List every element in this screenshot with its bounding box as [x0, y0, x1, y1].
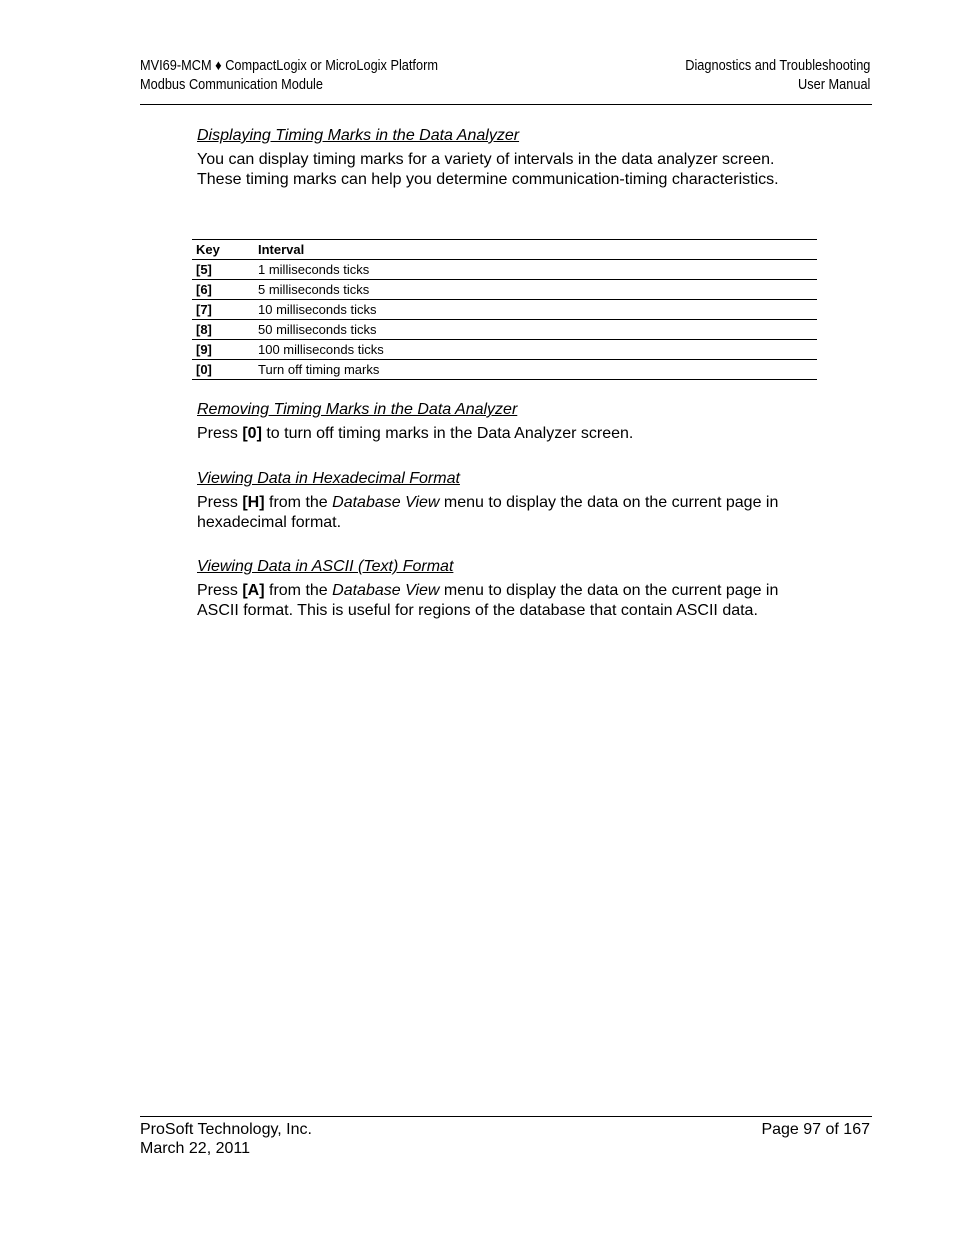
row-key: [7] [192, 300, 254, 320]
page-number: Page 97 of 167 [761, 1121, 870, 1138]
table-row [192, 360, 817, 380]
table-row [192, 300, 817, 320]
section-title-timing-marks: Displaying Timing Marks in the Data Analyzer [197, 127, 520, 144]
column-header-interval: Interval [254, 240, 817, 260]
footer-left [140, 1120, 312, 1158]
section-removing-timing-marks [197, 400, 817, 444]
row-interval: 1 milliseconds ticks [254, 260, 817, 280]
body-text: to turn off timing marks in the Data Analyzer screen. [261, 425, 634, 442]
table-row [192, 340, 817, 360]
body-text: menu to display the data on the current page in hexadecimal format. [197, 494, 779, 531]
header-product-title: MVI69-MCM ♦ CompactLogix or MicroLogix Platform [140, 58, 438, 74]
header-chapter-title: Diagnostics and Troubleshooting [684, 58, 870, 74]
press-text: Press [197, 582, 243, 599]
table-row [192, 320, 817, 340]
row-interval: 10 milliseconds ticks [254, 300, 817, 320]
section-body-hexadecimal [197, 493, 817, 533]
key-label: [H] [242, 494, 265, 511]
header-module-name: Modbus Communication Module [140, 77, 323, 93]
row-interval: 5 milliseconds ticks [254, 280, 817, 300]
column-header-key: Key [192, 240, 254, 260]
header-right [685, 57, 870, 95]
footer-date: March 22, 2011 [140, 1140, 250, 1157]
section-hexadecimal [197, 469, 817, 533]
section-title-ascii: Viewing Data in ASCII (Text) Format [197, 558, 454, 575]
section-body-timing-marks: You can display timing marks for a variety of intervals in the data analyzer screen. These timing marks can help you determine communication-timing characteristics. [197, 151, 779, 188]
press-text: Press [197, 494, 243, 511]
section-ascii [197, 557, 817, 621]
section-body-removing [197, 424, 817, 444]
row-key: [5] [192, 260, 254, 280]
table-row [192, 280, 817, 300]
press-text: Press [197, 425, 243, 442]
row-key: [9] [192, 340, 254, 360]
section-title-hexadecimal: Viewing Data in Hexadecimal Format [197, 470, 460, 487]
from-text: from the [264, 582, 333, 599]
section-body-ascii [197, 581, 817, 621]
row-key: [6] [192, 280, 254, 300]
row-key: [0] [192, 360, 254, 380]
menu-name: Database View [332, 494, 440, 511]
row-interval: 50 milliseconds ticks [254, 320, 817, 340]
header-manual-type: User Manual [797, 77, 870, 93]
table-row [192, 260, 817, 280]
row-interval: Turn off timing marks [254, 360, 817, 380]
header-left [140, 57, 438, 95]
key-label: [A] [242, 582, 265, 599]
footer-right [761, 1120, 870, 1139]
body-text: menu to display the data on the current page in ASCII format. This is useful for regions of the database that contain ASCII data. [197, 582, 779, 619]
section-timing-marks [197, 126, 817, 190]
key-label: [0] [242, 425, 262, 442]
footer-company: ProSoft Technology, Inc. [140, 1121, 312, 1138]
header-divider [140, 104, 872, 105]
section-title-removing: Removing Timing Marks in the Data Analyzer [197, 401, 518, 418]
footer-divider [140, 1116, 872, 1117]
menu-name: Database View [332, 582, 440, 599]
timing-marks-table [192, 239, 817, 380]
row-interval: 100 milliseconds ticks [254, 340, 817, 360]
table-header-row [192, 240, 817, 260]
from-text: from the [264, 494, 333, 511]
row-key: [8] [192, 320, 254, 340]
